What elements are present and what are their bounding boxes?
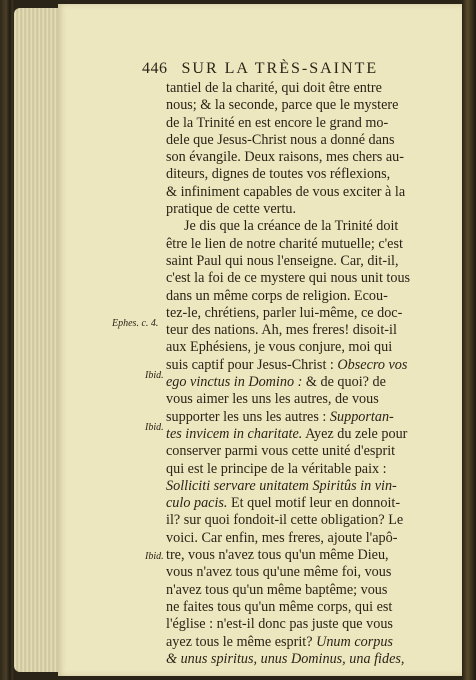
- text-line: voici. Car enfin, mes freres, ajoute l'apô-: [166, 529, 398, 546]
- text-line: nous; & la seconde, parce que le mystere: [166, 97, 399, 114]
- margin-note-ephes: Ephes. c. 4.: [112, 318, 159, 329]
- text-line: ego vinctus in Domino : & de quoi? de: [166, 374, 386, 391]
- running-title: SUR LA TRÈS-SAINTE: [181, 60, 379, 77]
- text-line: de la Trinité en est encore le grand mo-: [166, 114, 389, 131]
- text-line: vous n'avez tous qu'une même foi, vous: [166, 564, 392, 581]
- text-line: tantiel de la charité, qui doit être entre: [166, 80, 382, 96]
- text-line: c'est la foi de ce mystere qui nous unit tous: [166, 270, 411, 287]
- text-line: saint Paul qui nous l'enseigne. Car, dit-il,: [166, 252, 399, 269]
- text-line: tre, vous n'avez tous qu'un même Dieu,: [166, 547, 389, 564]
- running-header: [142, 60, 442, 80]
- text-line: [166, 651, 446, 668]
- body-text: [166, 80, 446, 668]
- margin-note-ibid: Ibid.: [145, 370, 164, 381]
- text-line: qui est le principe de la véritable paix :: [166, 460, 387, 477]
- latin-quote: Solliciti servare unitatem Spiritûs in vin-: [166, 477, 397, 494]
- text-line: son évangile. Deux raisons, mes chers au-: [166, 149, 404, 166]
- text-line: conserver parmi vous cette unité d'esprit: [166, 443, 396, 460]
- latin-quote: ego vinctus in Domino :: [166, 374, 303, 391]
- text-line: diteurs, dignes de toutes vos réflexions,: [166, 166, 391, 183]
- text-line: être le lien de notre charité mutuelle; c'est: [166, 235, 403, 252]
- text-line: dele que Jesus-Christ nous a donné dans: [166, 131, 395, 148]
- text-line: suis captif pour Jesus-Christ : Obsecro vos: [166, 356, 408, 373]
- text-line: Je dis que la créance de la Trinité doit: [184, 218, 399, 235]
- text-line: ne faites tous qu'un même corps, qui est: [166, 598, 393, 615]
- text-line: il? sur quoi fondoit-il cette obligation? Le: [166, 512, 404, 529]
- book-gutter: [462, 0, 476, 680]
- text-line: n'avez tous qu'un même baptême; vous: [166, 581, 388, 598]
- text-line: tes invicem in charitate. Ayez du zele pour: [166, 425, 408, 442]
- text-line: tez-le, chrétiens, parler lui-même, ce doc-: [166, 304, 403, 321]
- margin-note-ibid: Ibid.: [145, 551, 164, 562]
- text-line: & infiniment capables de vous exciter à la: [166, 183, 406, 200]
- latin-quote: Obsecro vos: [337, 356, 408, 373]
- text-line: vous aimer les uns les autres, de vous: [166, 391, 379, 408]
- text-line: pratique de cette vertu.: [166, 201, 296, 218]
- text-line: [166, 478, 446, 495]
- latin-quote: tes invicem in charitate.: [166, 425, 303, 442]
- text-line: dans un même corps de religion. Ecou-: [166, 287, 388, 304]
- text-line: teur des nations. Ah, mes freres! disoit-il: [166, 322, 397, 339]
- latin-quote: & unus spiritus, unus Dominus, una fides,: [166, 650, 405, 667]
- latin-quote: Supportan-: [329, 408, 394, 425]
- text-line: culo pacis. Et quel motif leur en donnoit-: [166, 495, 401, 512]
- text-line: ayez tous le même esprit? Unum corpus: [166, 633, 393, 650]
- margin-note-ibid: Ibid.: [145, 422, 164, 433]
- page-number: 446: [142, 60, 168, 77]
- text-line: l'église : n'est-il donc pas juste que vous: [166, 616, 393, 633]
- text-line: supporter les uns les autres : Supportan-: [166, 408, 394, 425]
- latin-quote: culo pacis.: [166, 495, 228, 512]
- latin-quote: Unum corpus: [316, 633, 393, 650]
- text-line: aux Ephésiens, je vous conjure, moi qui: [166, 339, 393, 356]
